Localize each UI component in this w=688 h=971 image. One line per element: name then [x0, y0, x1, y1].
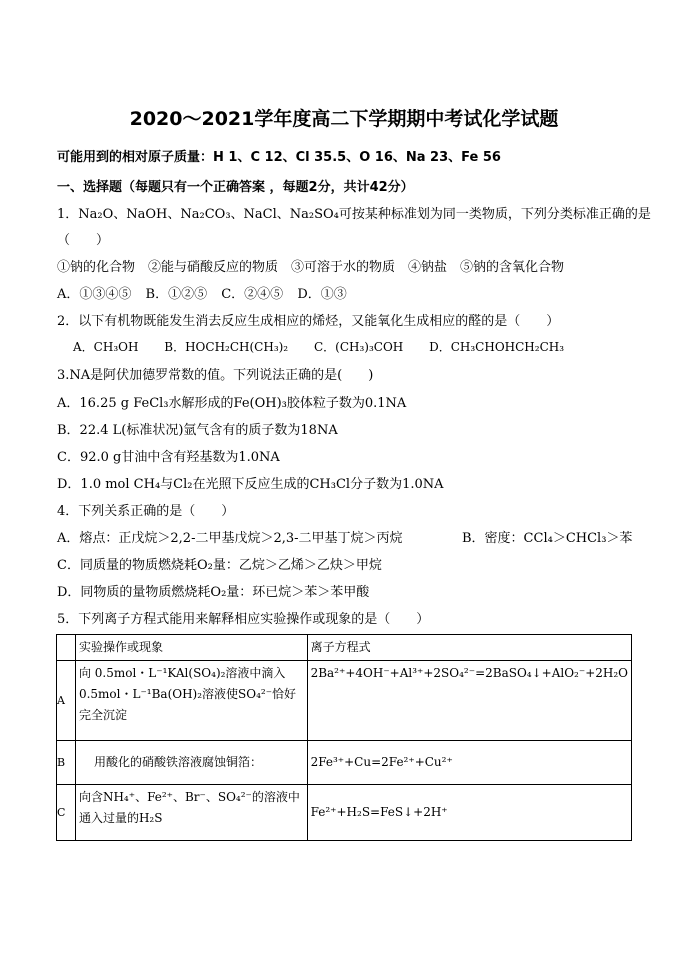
q1-option-b: B．①②⑤ — [145, 287, 208, 302]
q4-option-c: C．同质量的物质燃烧耗O₂量：乙烷＞乙烯＞乙炔＞甲烷 — [57, 558, 382, 573]
row-operation: 向含NH₄⁺、Fe²⁺、Br⁻、SO₄²⁻的溶液中通入过量的H₂S — [75, 785, 307, 841]
row-operation: 向 0.5mol・L⁻¹KAl(SO₄)₂溶液中滴入0.5mol・L⁻¹Ba(OH)₂溶液使SO₄²⁻恰好完全沉淀 — [75, 661, 307, 741]
q1-options — [57, 283, 357, 302]
q4-option-d: D．同物质的量物质燃烧耗O₂量：环已烷＞苯＞苯甲酸 — [57, 585, 370, 600]
q3-option-a: A．16.25 g FeCl₃水解形成的Fe(OH)₃胶体粒子数为0.1NA — [57, 396, 407, 411]
q2-options — [73, 338, 574, 355]
q5-table — [56, 634, 632, 841]
q1-stem: 1．Na₂O、NaOH、Na₂CO₃、NaCl、Na₂SO₄可按某种标准划为同一类物质，下列分类标准正确的是 — [57, 207, 651, 222]
page-title: 2020～2021学年度高二下学期期中考试化学试题 — [129, 108, 559, 130]
row-operation: 用酸化的硝酸铁溶液腐蚀铜箔： — [75, 741, 307, 785]
q3-option-b: B．22.4 L(标准状况)氩气含有的质子数为18NA — [57, 423, 338, 438]
q5-stem: 5．下列离子方程式能用来解释相应实验操作或现象的是（ ） — [57, 612, 430, 627]
q2-option-c: C．(CH₃)₃COH — [313, 340, 404, 354]
row-equation: Fe²⁺+H₂S=FeS↓+2H⁺ — [307, 785, 631, 841]
q4-stem: 4．下列关系正确的是（ ） — [57, 504, 235, 519]
q2-option-b: B．HOCH₂CH(CH₃)₂ — [164, 340, 289, 354]
table-header-row — [57, 635, 632, 661]
row-equation: 2Ba²⁺+4OH⁻+Al³⁺+2SO₄²⁻=2BaSO₄↓+AlO₂⁻+2H₂O — [307, 661, 631, 741]
q3-option-d: D．1.0 mol CH₄与Cl₂在光照下反应生成的CH₃Cl分子数为1.0NA — [57, 477, 444, 492]
row-label: A — [57, 661, 76, 741]
row-label: C — [57, 785, 76, 841]
q1-blank: （ ） — [57, 233, 110, 248]
q1-option-c: C．②④⑤ — [221, 287, 284, 302]
q1-items: ①钠的化合物 ②能与硝酸反应的物质 ③可溶于水的物质 ④钠盐 ⑤钠的含氧化合物 — [57, 260, 565, 275]
section-heading: 一、选择题（每题只有一个正确答案 ，每题2分，共计42分） — [57, 180, 414, 195]
q3-option-c: C．92.0 g甘油中含有羟基数为1.0NA — [57, 450, 280, 465]
table-header-operation: 实验操作或现象 — [75, 635, 307, 661]
table-row — [57, 661, 632, 741]
row-label: B — [57, 741, 76, 785]
q4-option-a: A．熔点：正戊烷＞2,2-二甲基戊烷＞2,3-二甲基丁烷＞丙烷 — [57, 531, 403, 546]
q2-option-a: A．CH₃OH — [73, 340, 139, 354]
row-equation: 2Fe³⁺+Cu=2Fe²⁺+Cu²⁺ — [307, 741, 631, 785]
q3-stem: 3.NA是阿伏加德罗常数的值。下列说法正确的是( ) — [57, 368, 374, 383]
table-row — [57, 741, 632, 785]
q2-stem: 2．以下有机物既能发生消去反应生成相应的烯烃，又能氧化生成相应的醛的是（ ） — [57, 314, 560, 329]
q1-option-d: D．①③ — [297, 287, 347, 302]
table-header-equation: 离子方程式 — [307, 635, 631, 661]
table-row — [57, 785, 632, 841]
table-header-label-cell — [57, 635, 76, 661]
atomic-mass-line: 可能用到的相对原子质量：H 1、C 12、Cl 35.5、O 16、Na 23、Fe 56 — [57, 150, 501, 165]
q2-option-d: D．CH₃CHOHCH₂CH₃ — [429, 340, 565, 354]
q4-option-b: B．密度：CCl₄＞CHCl₃＞苯 — [462, 531, 633, 546]
q1-option-a: A．①③④⑤ — [57, 287, 132, 302]
